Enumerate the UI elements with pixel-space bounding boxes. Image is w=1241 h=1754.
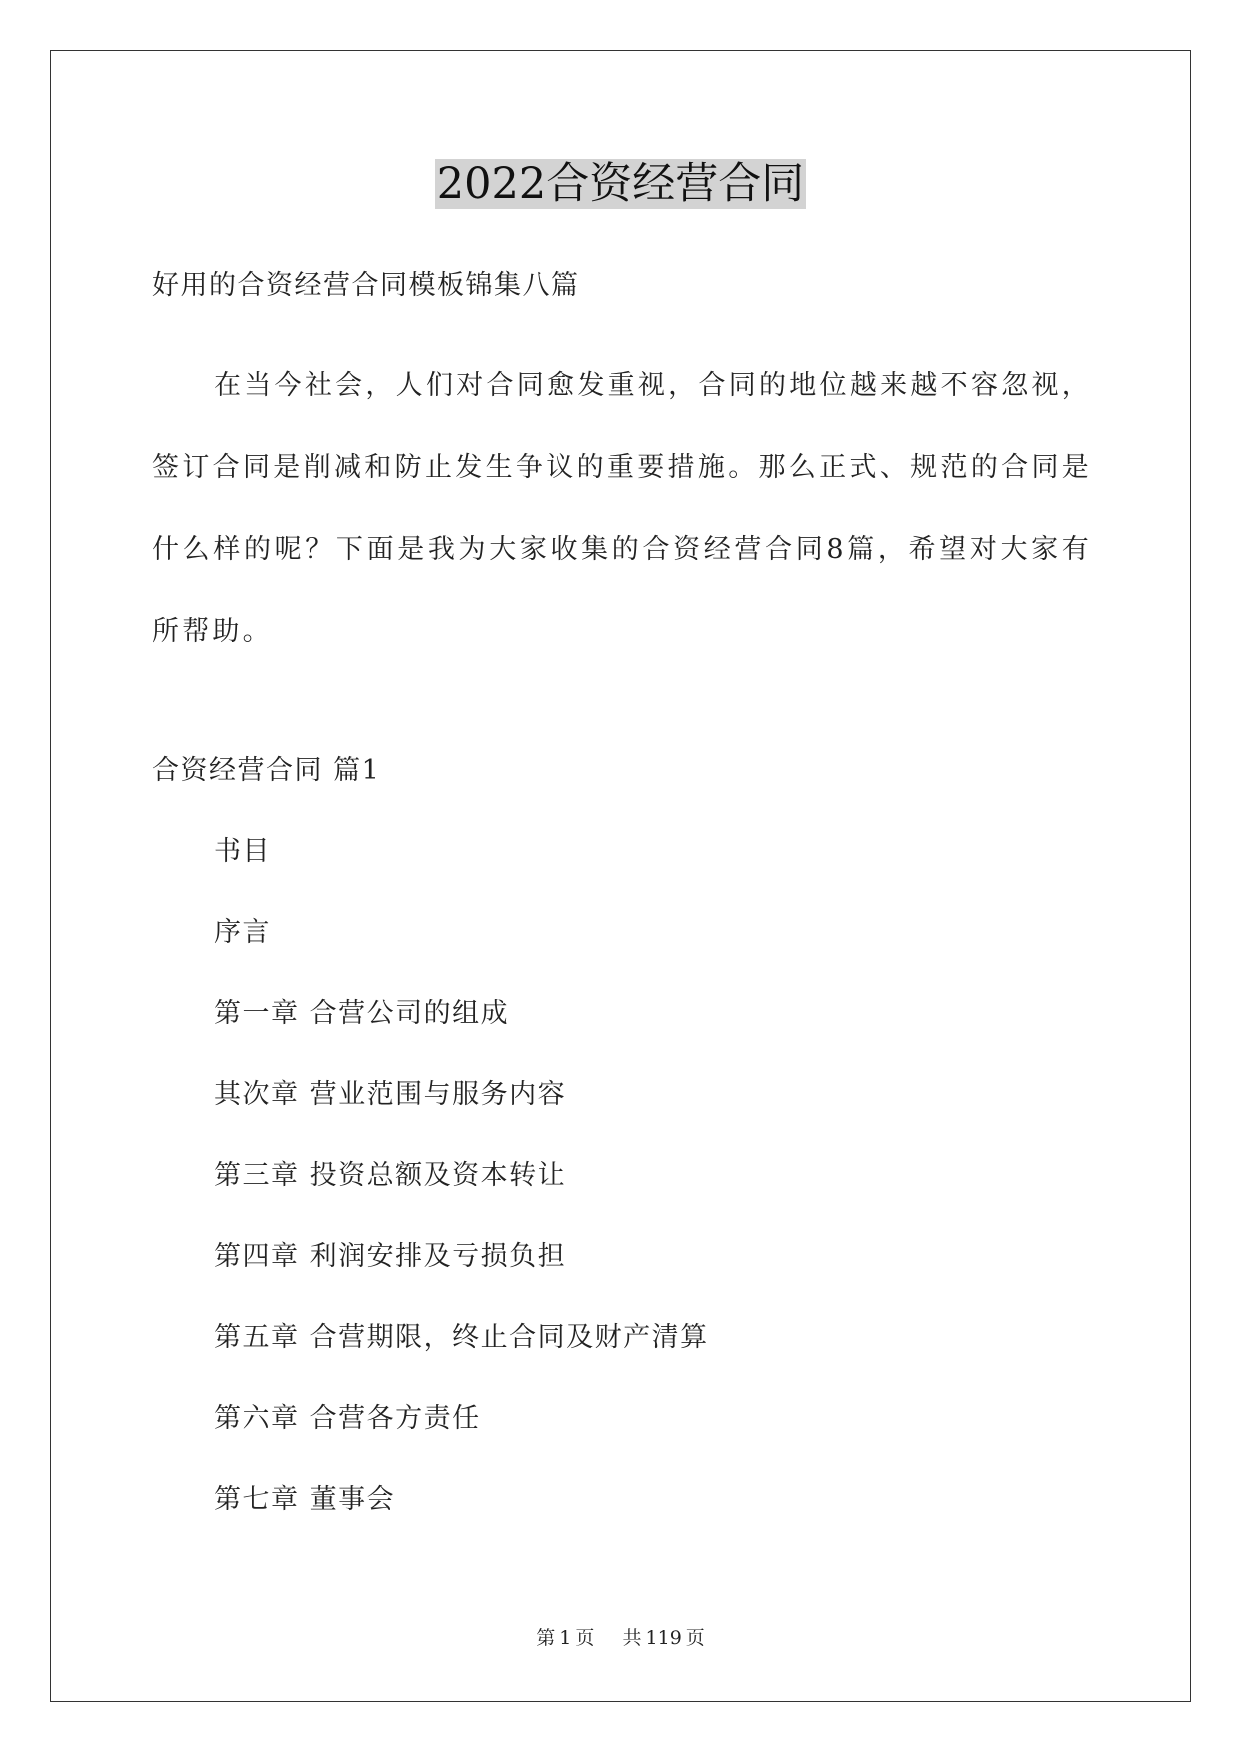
footer-total-pages: 119 (645, 1627, 682, 1649)
toc-item-chapter-2: 其次章 营业范围与服务内容 (214, 1079, 567, 1110)
toc-item-chapter-7: 第七章 董事会 (214, 1484, 396, 1515)
page-footer (0, 1625, 1241, 1651)
toc-item-chapter-4: 第四章 利润安排及亏损负担 (214, 1241, 567, 1272)
footer-page-number: 1 (559, 1627, 572, 1649)
toc-item-chapter-1: 第一章 合营公司的组成 (214, 998, 510, 1029)
document-title: 2022合资经营合同 (436, 159, 805, 209)
section-heading: 合资经营合同 篇1 (152, 755, 381, 786)
footer-total-prefix: 共 (622, 1627, 642, 1649)
document-subtitle: 好用的合资经营合同模板锦集八篇 (152, 270, 580, 301)
toc-item-preface: 序言 (214, 917, 271, 948)
footer-page-prefix: 第 (536, 1627, 556, 1649)
footer-total-suffix: 页 (685, 1627, 705, 1649)
toc-item-chapter-5: 第五章 合营期限，终止合同及财产清算 (214, 1322, 709, 1353)
toc-item-chapter-3: 第三章 投资总额及资本转让 (214, 1160, 567, 1191)
toc-label: 书目 (214, 836, 271, 867)
intro-paragraph: 在当今社会，人们对合同愈发重视，合同的地位越来越不容忽视，签订合同是削减和防止发生争议的重要措施。那么正式、规范的合同是什么样的呢？下面是我为大家收集的合资经营合同8篇，希望对大家有所帮助。 (152, 370, 1092, 647)
toc-item-chapter-6: 第六章 合营各方责任 (214, 1403, 481, 1434)
footer-page-suffix: 页 (575, 1627, 595, 1649)
